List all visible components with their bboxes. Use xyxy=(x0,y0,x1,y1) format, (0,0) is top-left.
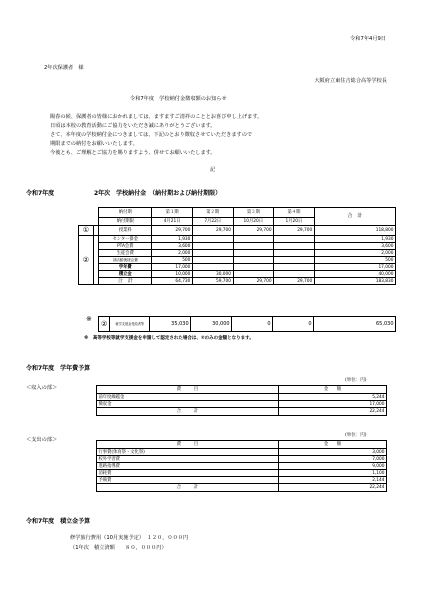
support-note: ※ 高等学校等就学支援金を申請して認定された場合は、②のみの金額となります。 xyxy=(84,336,254,341)
cell: 500 xyxy=(152,257,193,264)
header-period-1: 第１期 xyxy=(152,208,193,218)
cell xyxy=(274,271,315,278)
header-deadline: 納付期限 xyxy=(99,218,152,226)
row-total: 2,000 xyxy=(314,250,395,257)
deadline-2: 7月22日 xyxy=(192,218,233,226)
deadline-1: 4月21日 xyxy=(152,218,193,226)
row-total: 500 xyxy=(314,257,395,264)
cell xyxy=(233,264,274,271)
header-total: 合 計 xyxy=(314,208,395,226)
income-col-item: 費 目 xyxy=(97,386,279,394)
alt-label: 就学支援金受給者等 xyxy=(110,317,150,332)
savings-line-1: 修学旅行費用（10月実施予定） １２０，０００円 xyxy=(70,535,189,541)
header-period-4: 第４期 xyxy=(274,208,315,218)
fee-schedule-table xyxy=(78,207,396,285)
expense-amount: 3,000 xyxy=(279,449,387,456)
body-line-5: 今後とも、ご理解とご協力を賜りますよう、併せてお願いいたします。 xyxy=(50,150,216,156)
document-title: 令和7年度 学校納付金徴収額のお知らせ xyxy=(130,96,227,102)
expense-amount: 2,144 xyxy=(279,477,387,484)
ki-label: 記 xyxy=(210,167,216,173)
alt-note-mark: ※ xyxy=(86,315,92,323)
section1-year: 令和7年度 xyxy=(26,190,55,197)
income-amount: 5,244 xyxy=(279,394,387,401)
sum-cell: 59,700 xyxy=(192,278,233,285)
header-period-3: 第３期 xyxy=(233,208,274,218)
cell: 3,600 xyxy=(152,243,193,250)
cell: 30,000 xyxy=(192,271,233,278)
cell xyxy=(192,264,233,271)
cell xyxy=(233,257,274,264)
cell xyxy=(233,243,274,250)
cell xyxy=(233,271,274,278)
income-unit: (単位：円) xyxy=(345,378,367,383)
row-label: 部活動後援会費 xyxy=(99,257,152,264)
alt-cell: 0 xyxy=(273,317,314,332)
cell xyxy=(274,257,315,264)
mark-1: ① xyxy=(79,226,94,236)
savings-line-2: （1年次 積立済額 ８０，０００円） xyxy=(70,545,167,551)
expense-table xyxy=(96,440,387,492)
income-table xyxy=(96,385,387,416)
expense-amount: 1,100 xyxy=(279,470,387,477)
cell xyxy=(233,250,274,257)
income-label: ＜収入の部＞ xyxy=(26,385,58,391)
row-total: 1,930 xyxy=(314,236,395,243)
cell: 1,930 xyxy=(152,236,193,243)
row-label: PTA会費 xyxy=(99,243,152,250)
expense-item: 校外学習費 xyxy=(97,456,279,463)
sum-label: 合 計 xyxy=(99,278,152,285)
row-label: 学年費 xyxy=(99,264,152,271)
cell xyxy=(233,236,274,243)
body-line-4: 期限までの納付をお願いいたします。 xyxy=(50,141,138,147)
row-total: 3,600 xyxy=(314,243,395,250)
row-label: 積立金 xyxy=(99,271,152,278)
sum-cell: 29,700 xyxy=(233,278,274,285)
body-line-1: 陽春の候、保護者の皆様におかれましては、ますますご清祥のこととお喜び申し上げます。 xyxy=(50,114,263,120)
section3-heading: 令和7年度 積立金予算 xyxy=(26,518,91,525)
sender: 大阪府立東住吉総合高等学校長 xyxy=(314,78,387,84)
row-total: 118,800 xyxy=(314,226,395,236)
cell: 2,000 xyxy=(152,250,193,257)
cell: 17,000 xyxy=(152,264,193,271)
row-total: 40,000 xyxy=(314,271,395,278)
row-label: センター掛金 xyxy=(99,236,152,243)
row-label: 授業料 xyxy=(99,226,152,236)
alt-cell: 0 xyxy=(232,317,273,332)
expense-item: 消耗費 xyxy=(97,470,279,477)
alt-cell: 35,030 xyxy=(150,317,191,332)
deadline-4: 1月20日 xyxy=(274,218,315,226)
body-line-3: さて、本年度の学校納付金につきましては、下記のとおり徴収させていただきますので xyxy=(50,132,253,138)
income-amount: 17,000 xyxy=(279,401,387,408)
recipient: 2年次保護者 様 xyxy=(44,65,84,71)
expense-amount: 9,000 xyxy=(279,463,387,470)
alt-cell: 30,000 xyxy=(191,317,232,332)
income-col-amount: 金 額 xyxy=(279,386,387,394)
row-label: 生徒会費 xyxy=(99,250,152,257)
body-line-2: 日頃は本校の教育活動にご協力をいただき誠にありがとうございます。 xyxy=(50,123,216,129)
cell: 10,000 xyxy=(152,271,193,278)
cell xyxy=(274,250,315,257)
header-period-2: 第２期 xyxy=(192,208,233,218)
cell xyxy=(274,264,315,271)
expense-unit: (単位：円) xyxy=(345,433,367,438)
income-item: 徴収金 xyxy=(97,401,279,408)
expense-amount: 7,000 xyxy=(279,456,387,463)
income-total: 22,244 xyxy=(279,408,387,416)
cell xyxy=(192,257,233,264)
sum-total: 183,830 xyxy=(314,278,395,285)
section2-heading: 令和7年度 学年費予算 xyxy=(26,365,91,372)
alt-mark-2: ② xyxy=(99,317,110,332)
income-item: 前年度繰越金 xyxy=(97,394,279,401)
sum-cell: 64,730 xyxy=(152,278,193,285)
cell xyxy=(274,236,315,243)
expense-item: 行事費(体育祭・文化祭) xyxy=(97,449,279,456)
cell xyxy=(274,243,315,250)
cell xyxy=(192,250,233,257)
deadline-3: 10月20日 xyxy=(233,218,274,226)
income-total-label: 合 計 xyxy=(97,408,279,416)
cell: 29,700 xyxy=(192,226,233,236)
header-period: 納付期 xyxy=(99,208,152,218)
cell: 29,700 xyxy=(233,226,274,236)
alt-total: 65,030 xyxy=(314,317,396,332)
expense-total-label: 合 計 xyxy=(97,484,279,492)
support-row-table xyxy=(98,316,396,332)
expense-col-amount: 金 額 xyxy=(279,441,387,449)
expense-label: ＜支出の部＞ xyxy=(26,437,58,443)
mark-2: ② xyxy=(79,236,94,285)
cell: 29,700 xyxy=(152,226,193,236)
cell xyxy=(192,236,233,243)
row-total: 17,000 xyxy=(314,264,395,271)
expense-item: 進路指導費 xyxy=(97,463,279,470)
expense-total: 22,244 xyxy=(279,484,387,492)
section1-heading: 2年次 学校納付金 （納付期および納付期限） xyxy=(94,190,222,197)
expense-col-item: 費 目 xyxy=(97,441,279,449)
document-date: 令和7年4月9日 xyxy=(350,36,386,42)
expense-item: 予備費 xyxy=(97,477,279,484)
cell xyxy=(192,243,233,250)
sum-cell: 29,700 xyxy=(274,278,315,285)
cell: 29,700 xyxy=(274,226,315,236)
